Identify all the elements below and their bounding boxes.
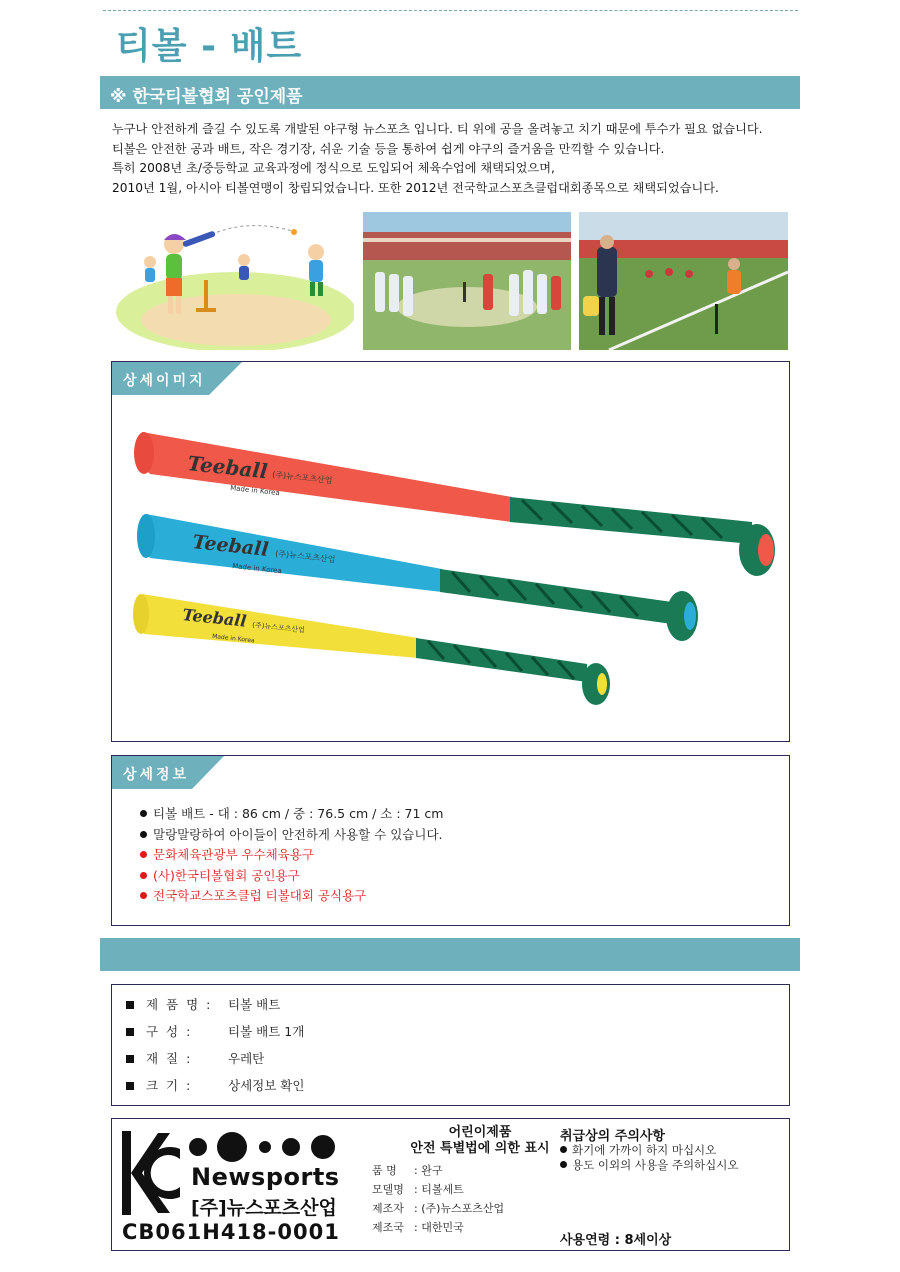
section-divider-band [100,938,800,971]
svg-text:Teeball: Teeball [181,605,248,631]
stadium-photo [363,212,571,350]
svg-text:(주)뉴스포츠산업: (주)뉴스포츠산업 [271,470,333,486]
bullet-icon [140,810,147,817]
bat-product-image [112,402,791,742]
square-bullet-icon [126,1028,134,1036]
square-bullet-icon [126,1082,134,1090]
intro-line: 누구나 안전하게 즐길 수 있도록 개발된 야구형 뉴스포츠 입니다. 티 위에 공을 올려놓고 치기 때문에 투수가 필요 없습니다. [112,122,763,136]
certification-code: CB061H418-0001 [122,1220,340,1244]
info-list [140,804,443,907]
svg-text:(주)뉴스포츠산업: (주)뉴스포츠산업 [274,549,336,565]
spec-row: 재 질 : 우레탄 [126,1049,304,1076]
info-item-highlight: 전국학교스포츠클럽 티볼대회 공식용구 [140,886,443,907]
field-game-photo [579,212,788,350]
notice-band: ※ 한국티볼협회 공인제품 [100,76,800,109]
spec-row: 제 품 명 : 티볼 배트 [126,995,304,1022]
kids-product-list [372,1161,504,1237]
bullet-icon [140,831,147,838]
spec-list [126,995,304,1103]
care-item: 용도 이외의 사용을 주의하십시오 [560,1158,739,1173]
detail-info-section [111,755,790,926]
kids-row: 모델명 : 티볼세트 [372,1183,464,1196]
page-title: 티볼 - 배트 [116,26,303,67]
intro-line: 2010년 1월, 아시아 티볼연맹이 창립되었습니다. 또한 2012년 전국학교스포츠클럽대회종목으로 채택되었습니다. [112,180,719,195]
info-item: 티볼 배트 - 대 : 86 cm / 중 : 76.5 cm / 소 : 71 cm [140,804,443,825]
svg-text:Made in Korea: Made in Korea [229,484,281,498]
care-item: 화기에 가까이 하지 마십시오 [560,1143,739,1158]
spec-row: 크 기 : 상세정보 확인 [126,1076,304,1103]
info-item: 말랑말랑하여 아이들이 안전하게 사용할 수 있습니다. [140,825,443,846]
top-divider [103,10,798,11]
kids-row: 제조국 : 대한민국 [372,1221,464,1234]
square-bullet-icon [126,1001,134,1009]
svg-text:(주)뉴스포츠산업: (주)뉴스포츠산업 [251,621,306,635]
product-spec-section [111,984,790,1106]
svg-text:Teeball: Teeball [186,451,269,484]
age-label: 사용연령 : 8세이상 [560,1233,672,1248]
intro-line: 티볼은 안전한 공과 배트, 작은 경기장, 쉬운 기술 등을 통하여 쉽게 야구의 즐거움을 만끽할 수 있습니다. [112,141,665,156]
detail-image-section [111,361,790,742]
kc-mark-icon [120,1129,182,1219]
info-item-highlight: 문화체육관광부 우수체육용구 [140,845,443,866]
intro-line: 특히 2008년 초/중등학교 교육과정에 정식으로 도입되어 체육수업에 채택되었으며, [112,161,555,176]
kids-row: 품 명 : 완구 [372,1164,443,1177]
brand-name: Newsports [191,1163,340,1191]
bullet-icon [140,892,147,899]
detail-image-tab: 상세이미지 [112,362,206,395]
svg-text:Teeball: Teeball [191,531,270,561]
spec-row: 구 성 : 티볼 배트 1개 [126,1022,304,1049]
kids-product-title: 어린이제품 안전 특별법에 의한 표시 [410,1125,550,1156]
kids-row: 제조자 : (주)뉴스포츠산업 [372,1202,505,1215]
care-title: 취급상의 주의사항 [560,1129,665,1144]
square-bullet-icon [126,1055,134,1063]
svg-text:Made in Korea: Made in Korea [231,562,283,576]
info-item-highlight: (사)한국티볼협회 공인용구 [140,866,443,887]
teeball-cartoon-illustration [116,212,354,350]
care-list [560,1143,739,1173]
bullet-icon [560,1146,567,1153]
svg-text:Made in Korea: Made in Korea [211,633,255,645]
kc-certification-section [111,1118,790,1251]
bullet-icon [140,851,147,858]
detail-info-tab: 상세정보 [112,756,189,789]
newsports-dots-logo [188,1131,338,1163]
bullet-icon [560,1161,567,1168]
intro-text [112,120,792,198]
bullet-icon [140,872,147,879]
bat-small [133,594,610,705]
brand-name-korean: [주]뉴스포츠산업 [191,1197,337,1219]
